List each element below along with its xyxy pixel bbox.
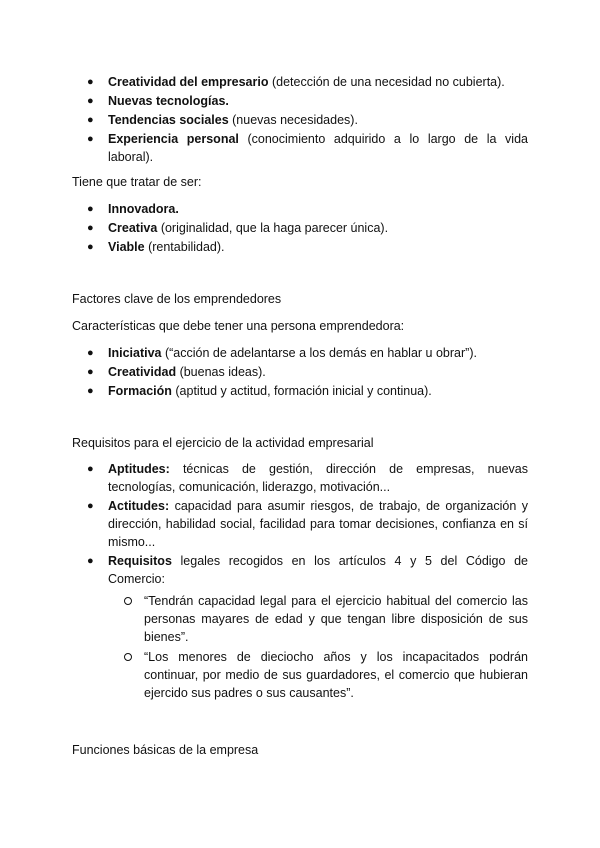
list-item bbox=[72, 460, 528, 496]
sublist-item bbox=[72, 592, 528, 646]
heading-factores-clave: Factores clave de los emprendedores bbox=[72, 292, 282, 306]
item-text: (buenas ideas). bbox=[176, 365, 266, 379]
bullet-icon: ● bbox=[87, 385, 94, 397]
item-bold: Viable bbox=[108, 240, 145, 254]
heading-requisitos: Requisitos para el ejercicio de la actividad empresarial bbox=[72, 436, 374, 450]
item-text: (conocimiento adquirido a lo largo de la vida laboral). bbox=[108, 132, 528, 164]
bullet-icon: ● bbox=[87, 133, 94, 145]
bullet-icon: ● bbox=[87, 95, 94, 107]
item-bold: Actitudes: bbox=[108, 499, 170, 513]
intro-tratar-de-ser: Tiene que tratar de ser: bbox=[72, 175, 202, 189]
list-item bbox=[72, 73, 528, 91]
list-item bbox=[72, 238, 528, 256]
item-bold: Nuevas tecnologías. bbox=[108, 94, 229, 108]
circle-bullet-icon bbox=[124, 653, 132, 661]
bullet-icon: ● bbox=[87, 347, 94, 359]
list-item bbox=[72, 382, 528, 400]
item-text: (rentabilidad). bbox=[144, 240, 225, 254]
list-caracteristicas-idea bbox=[72, 200, 528, 257]
list-factores bbox=[72, 344, 528, 401]
bullet-icon: ● bbox=[87, 366, 94, 378]
item-text: capacidad para asumir riesgos, de trabajo, de organización y dirección, habilidad social, facilidad para tomar decisiones, confianza en sí mismo... bbox=[108, 499, 528, 549]
heading-funciones: Funciones básicas de la empresa bbox=[72, 743, 259, 757]
list-item bbox=[72, 552, 528, 702]
sublist-item bbox=[72, 648, 528, 702]
item-text: (“acción de adelantarse a los demás en hablar u obrar”). bbox=[161, 346, 477, 360]
item-bold: Innovadora. bbox=[108, 202, 179, 216]
item-text: (detección de una necesidad no cubierta). bbox=[268, 75, 505, 89]
item-bold: Creativa bbox=[108, 221, 158, 235]
list-item bbox=[72, 111, 528, 129]
sublist-codigo-comercio bbox=[72, 592, 528, 702]
bullet-icon: ● bbox=[87, 241, 94, 253]
item-text: técnicas de gestión, dirección de empresas, nuevas tecnologías, comunicación, liderazgo, motivación... bbox=[108, 462, 528, 494]
bullet-icon: ● bbox=[87, 114, 94, 126]
list-item bbox=[72, 497, 528, 551]
bullet-icon: ● bbox=[87, 203, 94, 215]
item-bold: Requisitos bbox=[108, 554, 172, 568]
bullet-icon: ● bbox=[87, 500, 94, 512]
item-text: (aptitud y actitud, formación inicial y continua). bbox=[171, 384, 432, 398]
list-item bbox=[72, 219, 528, 237]
item-bold: Aptitudes: bbox=[108, 462, 170, 476]
item-text: legales recogidos en los artículos 4 y 5 del Código de Comercio: bbox=[108, 554, 528, 586]
circle-bullet-icon bbox=[124, 597, 132, 605]
intro-caracteristicas: Características que debe tener una persona emprendedora: bbox=[72, 319, 405, 333]
item-bold: Creatividad bbox=[108, 365, 177, 379]
item-bold: Creatividad del empresario bbox=[108, 75, 269, 89]
list-item bbox=[72, 344, 528, 362]
item-text: (nuevas necesidades). bbox=[228, 113, 358, 127]
list-requisitos bbox=[72, 460, 528, 704]
list-item bbox=[72, 200, 528, 218]
item-bold: Tendencias sociales bbox=[108, 113, 229, 127]
item-bold: Formación bbox=[108, 384, 172, 398]
bullet-icon: ● bbox=[87, 555, 94, 567]
bullet-icon: ● bbox=[87, 463, 94, 475]
list-fuentes-ideas bbox=[72, 73, 528, 167]
item-bold: Iniciativa bbox=[108, 346, 162, 360]
bullet-icon: ● bbox=[87, 222, 94, 234]
list-item bbox=[72, 92, 528, 110]
item-bold: Experiencia personal bbox=[108, 132, 239, 146]
item-text: (originalidad, que la haga parecer única). bbox=[157, 221, 389, 235]
list-item bbox=[72, 363, 528, 381]
quote-text: “Los menores de dieciocho años y los incapacitados podrán continuar, por medio de sus guardadores, el comercio que hubieran ejercido sus padres o sus causantes”. bbox=[144, 650, 528, 700]
list-item bbox=[72, 130, 528, 166]
bullet-icon: ● bbox=[87, 76, 94, 88]
quote-text: “Tendrán capacidad legal para el ejercicio habitual del comercio las personas mayares de edad y que tengan libre disposición de sus bienes”. bbox=[144, 594, 528, 644]
